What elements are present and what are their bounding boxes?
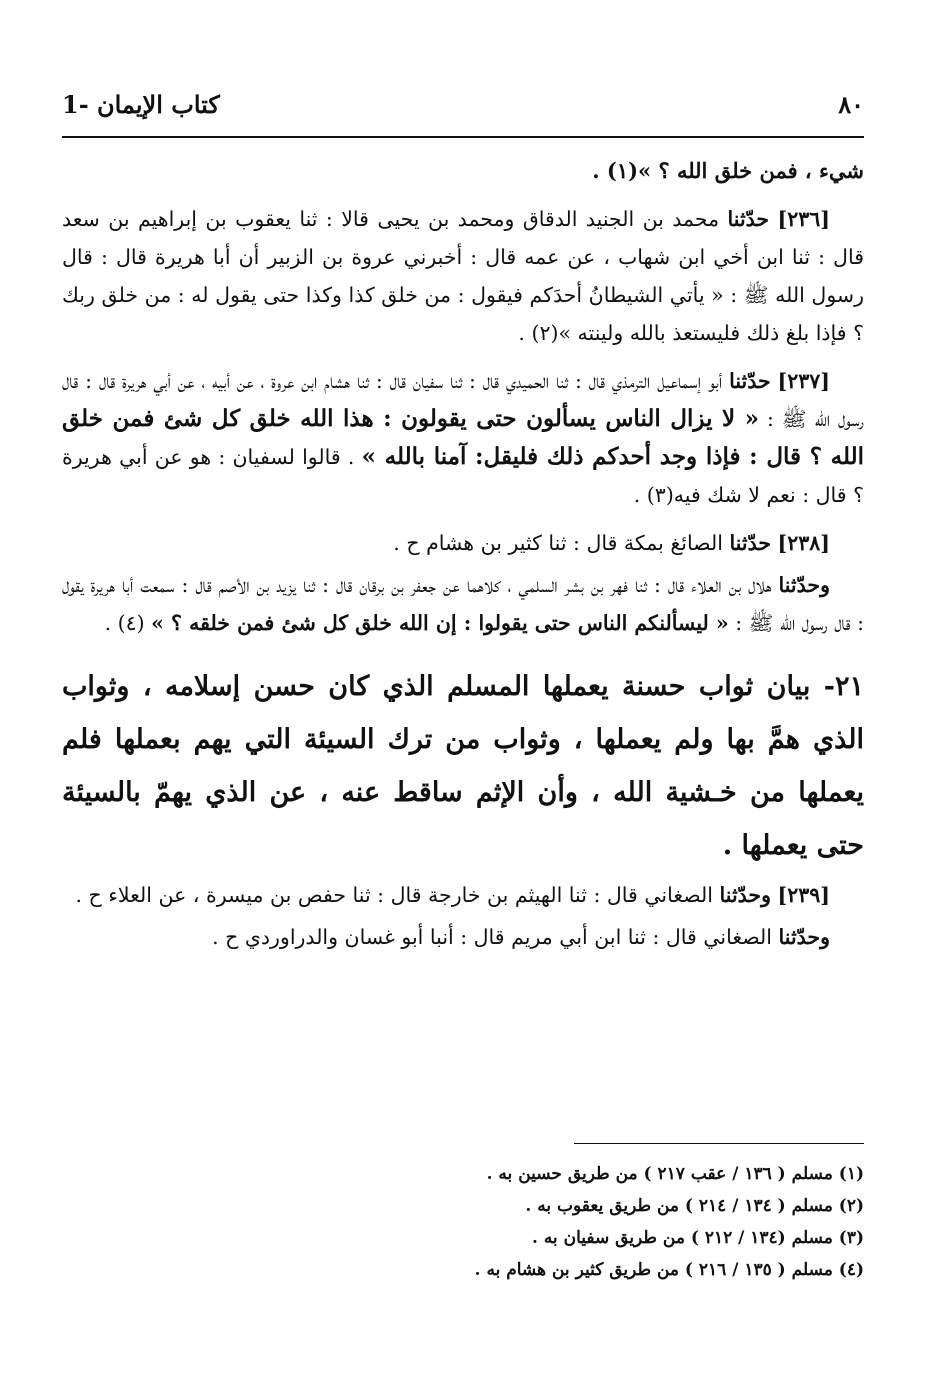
hadith-text: الصغاني قال : ثنا ابن أبي مريم قال : أنبا أبو غسان والدراوردي ح .: [212, 925, 772, 949]
running-head: [62, 80, 864, 128]
footnote: (٣) مسلم (١٣٤ / ٢١٢ ) من طريق سفيان به .: [531, 1228, 864, 1248]
hadith-text: أبو إسماعيل الترمذي قال : ثنا الحميدي قال : ثنا سفيان قال : ثنا هشام ابن عروة ، عن أبيه ، عن أبي هريرة قال : قال رسول الله ﷺ :: [62, 369, 864, 431]
narration-lead: حدّثنا: [729, 531, 772, 555]
hadith-text: الصائغ بمكة قال : ثنا كثير بن هشام ح .: [393, 531, 723, 555]
hadith-text: محمد بن الجنيد الدقاق ومحمد بن يحيى قالا : ثنا يعقوب بن إبراهيم بن سعد قال : ثنا ابن أخي ابن شهاب ، عن عمه قال : أخبرني عروة بن الزبير أن أبا هريرة قال : قال رسول الله ﷺ : « يأتي الشيطانُ أحدَكم فيقول : من خلق كذا وكذا حتى يقول له : من خلق ربك ؟ فإذا بلغ ذلك فليستعذ بالله ولينته »(٢) .: [62, 207, 864, 345]
narration-lead: حدّثنا: [729, 369, 771, 393]
narration-lead: وحدّثنا: [778, 925, 830, 949]
hadith-238-chain: [62, 566, 864, 642]
hadith-text: هلال بن العلاء قال : ثنا فهر بن بشر السلمي ، كلاهما عن جعفر بن برقان قال : ثنا يزيد بن الأصم قال : سمعت أبا هريرة يقول : قال رسول الله ﷺ :: [62, 573, 864, 635]
chapter-heading: ٢١- بيان ثواب حسنة يعملها المسلم الذي كان حسن إسلامه ، وثواب الذي همَّ بها ولم يعملها ، وثواب من ترك السيئة التي يهم بعملها فلم يعملها من خـشية الله ، وأن الإثم ساقط عنه ، عن الذي يهمّ بالسيئة حتى يعملها .: [62, 671, 864, 861]
hadith-matn: « ليسألنكم الناس حتى يقولوا : إن الله خلق كل شئ فمن خلقه ؟ »: [151, 611, 729, 635]
continued-text: شيء ، فمن خلق الله ؟ »(١) .: [592, 158, 864, 183]
main-text: [62, 152, 864, 966]
hadith-text: الصغاني قال : ثنا الهيثم بن خارجة قال : ثنا حفص بن ميسرة ، عن العلاء ح .: [75, 883, 713, 907]
hadith-239-chain: [62, 918, 864, 956]
hadith-number: [٢٣٦]: [777, 207, 830, 231]
footnote: (٢) مسلم ( ١٣٤ / ٢١٤ ) من طريق يعقوب به .: [525, 1196, 864, 1216]
chapter-title: 1- كتاب الإيمان: [62, 89, 220, 119]
narration-lead: حدّثنا: [727, 207, 770, 231]
narration-lead: وحدّثنا: [778, 573, 830, 597]
footnote: (٤) مسلم ( ١٣٥ / ٢١٦ ) من طريق كثير بن هشام به .: [474, 1260, 864, 1280]
hadith-number: [٢٣٩]: [777, 883, 830, 907]
header-rule: [62, 136, 864, 138]
hadith-number: [٢٣٧]: [777, 369, 830, 393]
hadith-tail: . قالوا لسفيان : هو عن أبي هريرة ؟ قال : نعم لا شك فيه(٣) .: [62, 445, 864, 507]
hadith-239: [62, 876, 864, 914]
hadith-237: [62, 362, 864, 514]
footnote-rule: [574, 1143, 864, 1144]
footnote: (١) مسلم ( ١٣٦ / عقب ٢١٧ ) من طريق حسين به .: [486, 1164, 864, 1184]
hadith-tail: (٤) .: [104, 611, 145, 635]
hadith-number: [٢٣٨]: [777, 531, 830, 555]
hadith-238: [62, 524, 864, 562]
hadith-matn: « لا يزال الناس يسألون حتى يقولون : هذا الله خلق كل شئ فمن خلق الله ؟ قال : فإذا وجد أحدكم ذلك فليقل: آمنا بالله »: [62, 405, 864, 470]
hadith-236: [62, 200, 864, 352]
narration-lead: وحدّثنا: [719, 883, 772, 907]
footnotes: [62, 1158, 864, 1286]
page-number: ٨٠: [838, 89, 864, 119]
